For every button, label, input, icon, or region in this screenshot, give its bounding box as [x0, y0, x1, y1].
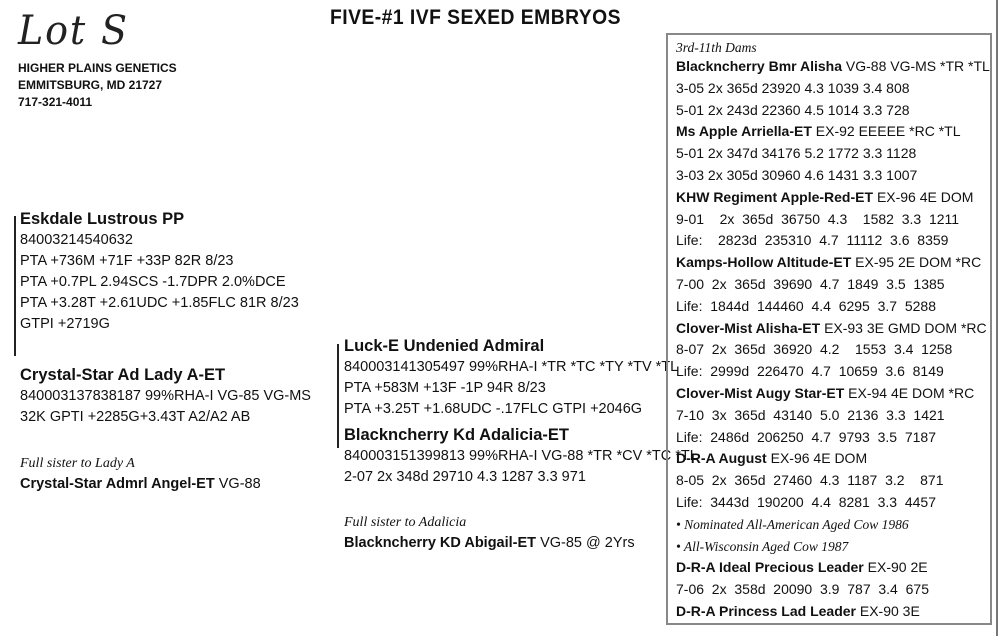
dam-sister-label: Full sister to Lady A	[20, 456, 135, 471]
sire-line: 84003214540632	[20, 232, 133, 248]
dam-record: 9-01 2x 365d 36750 4.3 1582 3.3 1211	[676, 210, 960, 227]
sire-line: PTA +3.28T +2.61UDC +1.85FLC 81R 8/23	[20, 295, 299, 311]
mgs-name: Luck-E Undenied Admiral	[344, 337, 545, 355]
dam-note: • All-Wisconsin Aged Cow 1987	[676, 538, 849, 554]
dam-info: VG-88 VG-MS *TR *TL	[845, 58, 990, 74]
consignor-block	[18, 60, 177, 111]
dams-box	[666, 33, 992, 625]
dam-record: 7-06 2x 358d 20090 3.9 787 3.4 675	[676, 581, 929, 598]
pedigree-bracket-sire	[14, 216, 16, 356]
sire-line: PTA +0.7PL 2.94SCS -1.7DPR 2.0%DCE	[20, 274, 286, 290]
dam-record: Life: 3443d 190200 4.4 8281 3.3 4457	[676, 493, 936, 510]
dam-name: Crystal-Star Ad Lady A-ET	[20, 366, 226, 384]
dam-sister-score: VG-88	[218, 476, 261, 492]
dam-record: 3-05 2x 365d 23920 4.3 1039 3.4 808	[676, 79, 910, 96]
dam-info: EX-90 3E	[859, 602, 920, 619]
dam-info: EX-90 2E	[867, 559, 928, 576]
dam-record: Life: 1844d 144460 4.4 6295 3.7 5288	[676, 297, 936, 314]
sire-line: GTPI +2719G	[20, 316, 110, 332]
dam-record: 7-00 2x 365d 39690 4.7 1849 3.5 1385	[676, 275, 945, 292]
dam-sister-name: Crystal-Star Admrl Angel-ET	[20, 476, 215, 492]
page-title: FIVE-#1 IVF SEXED EMBRYOS	[330, 6, 621, 29]
dam-record: Life: 2486d 206250 4.7 9793 3.5 7187	[676, 428, 936, 445]
dam-line: 840003137838187 99%RHA-I VG-85 VG-MS	[20, 388, 311, 404]
dam-record: 8-07 2x 365d 36920 4.2 1553 3.4 1258	[676, 341, 953, 358]
mgs-block	[344, 336, 678, 420]
dam-info: EX-92 EEEEE *RC *TL	[815, 123, 961, 140]
lot-label: Lot S	[18, 8, 130, 54]
dam-record: 3-03 2x 305d 30960 4.6 1431 3.3 1007	[676, 166, 918, 183]
dam-name: Kamps-Hollow Altitude-ET	[676, 254, 852, 271]
dam-name: Clover-Mist Augy Star-ET	[676, 384, 845, 401]
sire-name: Eskdale Lustrous PP	[20, 210, 185, 228]
dam-name: KHW Regiment Apple-Red-ET	[676, 188, 874, 205]
dam-record: 7-10 3x 365d 43140 5.0 2136 3.3 1421	[676, 406, 945, 423]
consignor-phone: 717-321-4011	[18, 95, 93, 109]
mgs-line: PTA +583M +13F -1P 94R 8/23	[344, 380, 546, 396]
dam-name: Blackncherry Bmr Alisha	[676, 58, 842, 74]
dam-name: Ms Apple Arriella-ET	[676, 123, 812, 140]
dam-info: EX-93 3E GMD DOM *RC	[824, 319, 987, 336]
pedigree-bracket-maternal	[337, 344, 339, 448]
consignor-city: EMMITSBURG, MD 21727	[18, 78, 163, 92]
dam-sister-block	[20, 453, 261, 495]
mgd-sister-score: VG-85 @ 2Yrs	[540, 535, 635, 551]
mgd-line: 2-07 2x 348d 29710 4.3 1287 3.3 971	[344, 469, 586, 485]
dam-record: Life: 2823d 235310 4.7 11112 3.6 8359	[676, 232, 949, 249]
sire-block	[20, 209, 299, 335]
mgd-sister-block	[344, 512, 635, 554]
page-border-right	[996, 0, 998, 636]
mgd-sister-label: Full sister to Adalicia	[344, 515, 467, 530]
dams-box-header: 3rd-11th Dams	[676, 40, 757, 55]
mgd-sister-name: Blackncherry KD Abigail-ET	[344, 535, 537, 551]
mgd-line: 840003151399813 99%RHA-I VG-88 *TR *CV *TC *TL	[344, 448, 698, 464]
consignor-name: HIGHER PLAINS GENETICS	[18, 61, 177, 75]
dam-record: 5-01 2x 243d 22360 4.5 1014 3.3 728	[676, 101, 910, 118]
mgs-line: PTA +3.25T +1.68UDC -.17FLC GTPI +2046G	[344, 401, 643, 417]
dam-record: Life: 2999d 226470 4.7 10659 3.6 8149	[676, 363, 944, 380]
dam-name: Clover-Mist Alisha-ET	[676, 319, 821, 336]
dam-block	[20, 365, 311, 428]
mgd-name: Blackncherry Kd Adalicia-ET	[344, 426, 569, 444]
dam-note: • Nominated All-American Aged Cow 1986	[676, 516, 909, 532]
dam-name: D-R-A Ideal Precious Leader	[676, 559, 864, 576]
mgd-block	[344, 425, 698, 488]
dam-name: D-R-A Princess Lad Leader	[676, 602, 856, 619]
dam-record: 8-05 2x 365d 27460 4.3 1187 3.2 871	[676, 472, 944, 489]
dam-line: 32K GPTI +2285G+3.43T A2/A2 AB	[20, 409, 251, 425]
dam-info: EX-95 2E DOM *RC	[855, 254, 982, 271]
sire-line: PTA +736M +71F +33P 82R 8/23	[20, 253, 234, 269]
dam-name: D-R-A August	[676, 450, 767, 467]
dam-info: EX-96 4E DOM	[770, 450, 868, 467]
dam-info: EX-96 4E DOM	[876, 188, 974, 205]
dam-info: EX-94 4E DOM *RC	[848, 384, 975, 401]
mgs-line: 840003141305497 99%RHA-I *TR *TC *TY *TV *TL	[344, 359, 679, 375]
dam-record: 5-01 2x 347d 34176 5.2 1772 3.3 1128	[676, 145, 917, 162]
